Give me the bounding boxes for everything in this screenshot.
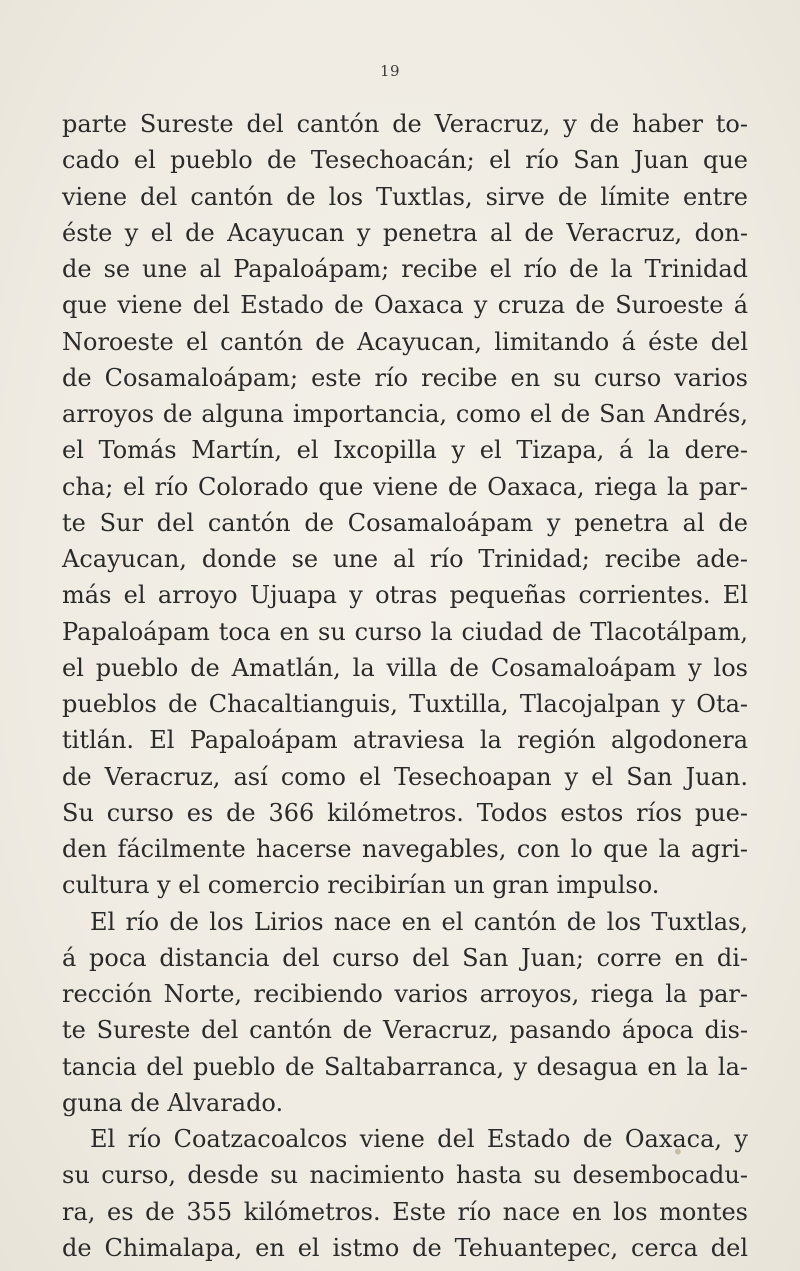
text-line: den fácilmente hacerse navegables, con lo que la agri- bbox=[62, 835, 748, 863]
text-line: viene del cantón de los Tuxtlas, sirve de límite entre bbox=[62, 182, 748, 211]
text-line: más el arroyo Ujuapa y otras pequeñas corrientes. El bbox=[62, 581, 748, 610]
text-line: su curso, desde su nacimiento hasta su desembocadu- bbox=[62, 1161, 748, 1190]
text-line: que viene del Estado de Oaxaca y cruza de Suroeste á bbox=[62, 291, 748, 320]
body-text bbox=[62, 106, 748, 1266]
text-line: ra, es de 355 kilómetros. Este río nace en los montes bbox=[62, 1197, 748, 1226]
text-line: el pueblo de Amatlán, la villa de Cosamaloápam y los bbox=[62, 653, 748, 682]
text-line: Noroeste el cantón de Acayucan, limitando á éste del bbox=[62, 327, 748, 356]
text-line: rección Norte, recibiendo varios arroyos, riega la par- bbox=[62, 980, 748, 1008]
text-line: El río de los Lirios nace en el cantón de los Tuxtlas, bbox=[90, 907, 748, 936]
text-line: el Tomás Martín, el Ixcopilla y el Tizapa, á la dere- bbox=[62, 436, 748, 465]
text-line: Su curso es de 366 kilómetros. Todos estos ríos pue- bbox=[62, 798, 748, 827]
ink-stain bbox=[672, 1140, 682, 1166]
text-line: de se une al Papaloápam; recibe el río de la Trinidad bbox=[62, 255, 748, 283]
text-line: de Veracruz, así como el Tesechoapan y el San Juan. bbox=[62, 762, 748, 791]
text-line: cha; el río Colorado que viene de Oaxaca, riega la par- bbox=[62, 472, 748, 501]
text-line: Acayucan, donde se une al río Trinidad; recibe ade- bbox=[62, 545, 748, 573]
page-number: 19 bbox=[379, 62, 401, 80]
text-line: El río Coatzacoalcos viene del Estado de Oaxaca, y bbox=[90, 1125, 748, 1153]
text-line: titlán. El Papaloápam atraviesa la región algodonera bbox=[62, 726, 748, 755]
text-line: te Sureste del cantón de Veracruz, pasando ápoca dis- bbox=[62, 1016, 748, 1045]
text-line: éste y el de Acayucan y penetra al de Veracruz, don- bbox=[62, 218, 748, 247]
text-line: parte Sureste del cantón de Veracruz, y de haber to- bbox=[62, 110, 748, 138]
text-line: de Chimalapa, en el istmo de Tehuantepec, cerca del bbox=[62, 1233, 748, 1262]
text-line: á poca distancia del curso del San Juan; corre en di- bbox=[62, 943, 748, 972]
text-line: pueblos de Chacaltianguis, Tuxtilla, Tlacojalpan y Ota- bbox=[62, 690, 748, 718]
text-line: Papaloápam toca en su curso la ciudad de Tlacotálpam, bbox=[62, 617, 748, 646]
text-line: cultura y el comercio recibirían un gran impulso. bbox=[62, 871, 660, 900]
text-line: de Cosamaloápam; este río recibe en su curso varios bbox=[62, 363, 748, 392]
text-line: te Sur del cantón de Cosamaloápam y penetra al de bbox=[62, 508, 748, 537]
text-line: cado el pueblo de Tesechoacán; el río San Juan que bbox=[62, 146, 748, 175]
text-line: guna de Alvarado. bbox=[62, 1088, 284, 1117]
text-line: tancia del pueblo de Saltabarranca, y desagua en la la- bbox=[62, 1052, 748, 1081]
text-line: arroyos de alguna importancia, como el de San Andrés, bbox=[62, 400, 748, 428]
